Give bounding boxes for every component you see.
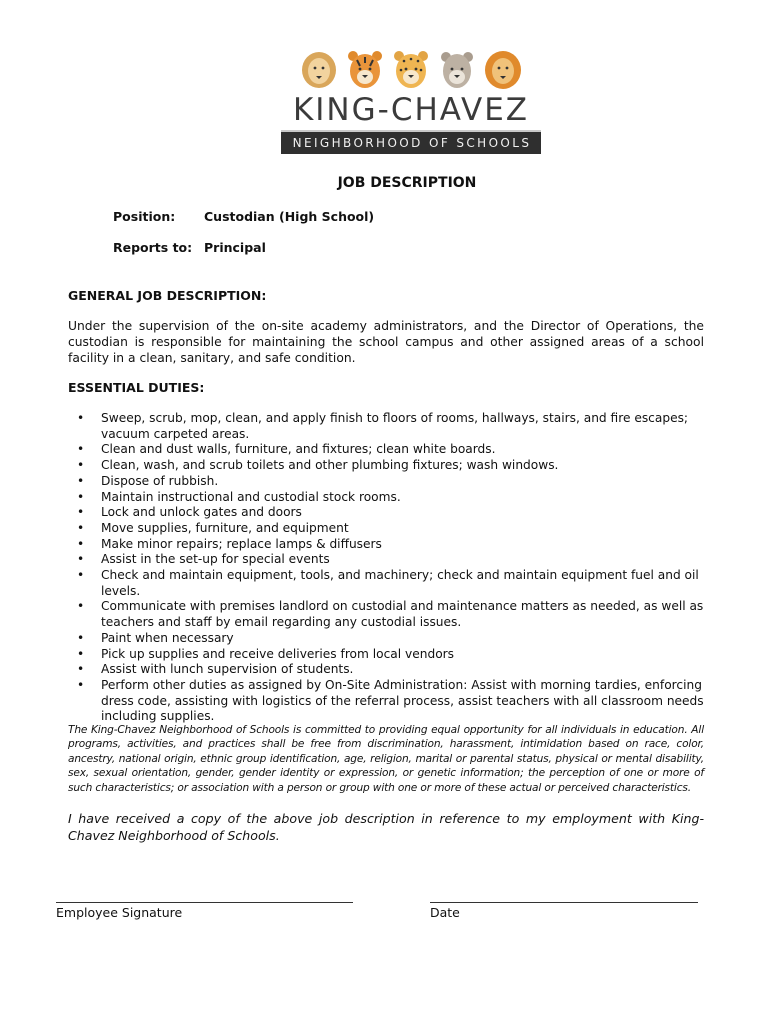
- list-item: [64, 458, 704, 474]
- list-item: [64, 505, 704, 521]
- reports-to-field: [113, 240, 266, 255]
- list-item: [64, 568, 704, 599]
- reports-to-label: Reports to:: [113, 240, 193, 255]
- list-item: [64, 662, 704, 678]
- duty-text: Sweep, scrub, mop, clean, and apply finish to floors of rooms, hallways, stairs, and fire escapes; vacuum carpeted areas.: [101, 411, 689, 441]
- duty-text: Clean and dust walls, furniture, and fixtures; clean white boards.: [101, 442, 496, 457]
- bullet-icon: •: [77, 662, 85, 677]
- bullet-icon: •: [77, 630, 85, 645]
- position-label: Position:: [113, 209, 176, 224]
- bullet-icon: •: [77, 646, 85, 661]
- cheetah-icon: [391, 48, 431, 90]
- bullet-icon: •: [77, 520, 85, 535]
- bullet-icon: •: [77, 677, 85, 692]
- list-item: [64, 490, 704, 506]
- list-item: [64, 521, 704, 537]
- duty-text: Maintain instructional and custodial stock rooms.: [101, 489, 401, 504]
- list-item: [64, 537, 704, 553]
- position-value: Custodian (High School): [204, 209, 375, 224]
- list-item: [64, 552, 704, 568]
- page-title: JOB DESCRIPTION: [337, 175, 477, 191]
- bullet-icon: •: [77, 505, 85, 520]
- bullet-icon: •: [77, 411, 85, 425]
- date-label: Date: [430, 905, 460, 920]
- duty-text: Clean, wash, and scrub toilets and other plumbing fixtures; wash windows.: [101, 458, 559, 473]
- bullet-icon: •: [77, 568, 85, 583]
- duty-text: Move supplies, furniture, and equipment: [101, 520, 349, 535]
- list-item: [64, 647, 704, 663]
- bullet-icon: •: [77, 536, 85, 551]
- list-item: [64, 678, 704, 725]
- reports-to-value: Principal: [204, 240, 266, 255]
- list-item: [64, 474, 704, 490]
- bullet-icon: •: [77, 599, 85, 614]
- employee-signature-line[interactable]: [56, 902, 353, 903]
- duty-text: Perform other duties as assigned by On-Site Administration: Assist with morning tardies, enforcing dress code, assisting with logistics of the referral process, assist teachers with all classroom needs including supplies.: [101, 677, 704, 724]
- bullet-icon: •: [77, 442, 85, 457]
- bullet-icon: •: [77, 458, 85, 473]
- tiger-icon: [345, 48, 385, 90]
- list-item: [64, 599, 704, 630]
- duties-list: [64, 411, 704, 725]
- general-description: Under the supervision of the on-site academy administrators, and the Director of Operations, the custodian is responsible for maintaining the school campus and other assigned areas of a school facility in a clean, sanitary, and safe condition.: [68, 319, 704, 365]
- list-item: [64, 411, 704, 442]
- logo-name: KING-CHAVEZ: [292, 92, 530, 128]
- list-item: [64, 442, 704, 458]
- duty-text: Paint when necessary: [101, 630, 234, 645]
- employee-signature-label: Employee Signature: [56, 905, 183, 920]
- acknowledgement-statement: I have received a copy of the above job description in reference to my employment with King-Chavez Neighborhood of Schools.: [68, 811, 704, 843]
- general-heading: GENERAL JOB DESCRIPTION:: [68, 288, 267, 303]
- duty-text: Communicate with premises landlord on custodial and maintenance matters as needed, as well as teachers and staff by email regarding any custodial issues.: [101, 599, 704, 630]
- bullet-icon: •: [77, 473, 85, 488]
- position-field: [113, 209, 374, 224]
- lion-icon: [483, 48, 523, 90]
- duty-text: Assist in the set-up for special events: [101, 552, 330, 567]
- duty-text: Check and maintain equipment, tools, and machinery; check and maintain equipment fuel and oil levels.: [101, 568, 699, 598]
- equal-opportunity-statement: The King-Chavez Neighborhood of Schools is committed to providing equal opportunity for all individuals in education. All programs, activities, and practices shall be free from discrimination, harassment, intimidation based on race, color, ancestry, national origin, ethnic group identification, age, religion, marital or parental status, physical or mental disability, sex, sexual orientation, gender, gender identity or expression, or genetic information; the perception of one or more of such characteristics; or association with a person or group with one or more of these actual or perceived characteristics.: [68, 724, 704, 794]
- logo-subtitle: NEIGHBORHOOD OF SCHOOLS: [281, 130, 542, 154]
- bullet-icon: •: [77, 552, 85, 567]
- lion-icon: [299, 48, 339, 90]
- duty-text: Assist with lunch supervision of students.: [101, 662, 354, 677]
- duty-text: Lock and unlock gates and doors: [101, 505, 302, 520]
- date-line[interactable]: [430, 902, 698, 903]
- school-logo: [0, 48, 770, 154]
- mascot-row: [52, 48, 770, 90]
- duty-text: Make minor repairs; replace lamps & diffusers: [101, 536, 382, 551]
- list-item: [64, 631, 704, 647]
- bullet-icon: •: [77, 489, 85, 504]
- duties-heading: ESSENTIAL DUTIES:: [68, 380, 205, 395]
- duty-text: Pick up supplies and receive deliveries from local vendors: [101, 646, 455, 661]
- duty-text: Dispose of rubbish.: [101, 473, 219, 488]
- puma-icon: [437, 48, 477, 90]
